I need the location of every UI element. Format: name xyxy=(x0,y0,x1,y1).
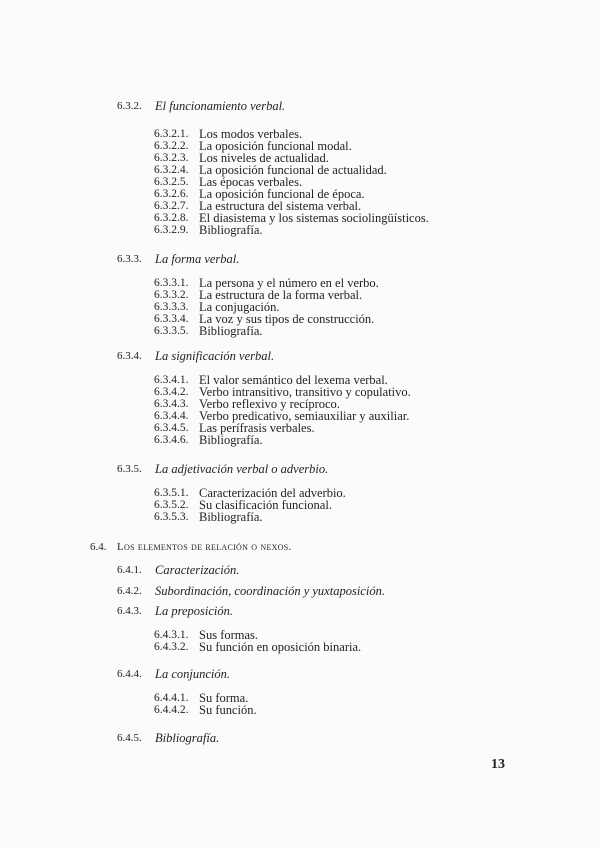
section-title: Subordinación, coordinación y yuxtaposición. xyxy=(155,584,385,598)
section-number: 6.4.2. xyxy=(117,585,142,597)
section-number: 6.3.5. xyxy=(117,463,142,475)
item-number: 6.3.3.1. xyxy=(154,277,189,289)
item-text: La estructura de la forma verbal. xyxy=(199,288,363,302)
item-number: 6.3.2.8. xyxy=(154,212,189,224)
section-title: Bibliografía. xyxy=(155,731,220,745)
item-text: El valor semántico del lexema verbal. xyxy=(199,373,388,387)
section-title: El funcionamiento verbal. xyxy=(155,99,286,113)
chapter-title: Los elementos de relación o nexos. xyxy=(117,541,292,553)
item-text: Las épocas verbales. xyxy=(199,175,303,189)
item-text: La conjugación. xyxy=(199,300,280,314)
item-text: La persona y el número en el verbo. xyxy=(199,276,379,290)
item-number: 6.3.4.6. xyxy=(154,434,189,446)
item-text: Su clasificación funcional. xyxy=(199,498,332,512)
item-text: Su función en oposición binaria. xyxy=(199,640,362,654)
item-number: 6.4.3.2. xyxy=(154,641,189,653)
item-number: 6.4.3.1. xyxy=(154,629,189,641)
item-text: Verbo predicativo, semiauxiliar y auxiliar. xyxy=(199,409,410,423)
item-text: Bibliografía. xyxy=(199,510,263,524)
item-number: 6.3.3.4. xyxy=(154,313,189,325)
item-text: Sus formas. xyxy=(199,628,259,642)
section-title: La adjetivación verbal o adverbio. xyxy=(155,462,329,476)
item-number: 6.3.4.4. xyxy=(154,410,189,422)
item-text: La oposición funcional modal. xyxy=(199,139,352,153)
item-number: 6.3.2.3. xyxy=(154,152,189,164)
item-number: 6.3.5.1. xyxy=(154,487,189,499)
section-title: La significación verbal. xyxy=(155,349,275,363)
item-text: La estructura del sistema verbal. xyxy=(199,199,362,213)
item-number: 6.3.3.3. xyxy=(154,301,189,313)
section-title: La forma verbal. xyxy=(155,252,240,266)
item-number: 6.4.4.1. xyxy=(154,692,189,704)
item-text: Verbo reflexivo y recíproco. xyxy=(199,397,340,411)
item-text: El diasistema y los sistemas sociolingüísticos. xyxy=(199,211,429,225)
section-title: Caracterización. xyxy=(155,563,240,577)
section-title: La conjunción. xyxy=(155,667,230,681)
item-number: 6.3.4.1. xyxy=(154,374,189,386)
item-number: 6.3.2.5. xyxy=(154,176,189,188)
item-number: 6.3.2.6. xyxy=(154,188,189,200)
section-number: 6.3.4. xyxy=(117,350,142,362)
item-text: Verbo intransitivo, transitivo y copulativo. xyxy=(199,385,411,399)
item-number: 6.3.2.7. xyxy=(154,200,189,212)
section-number: 6.4.3. xyxy=(117,605,142,617)
item-number: 6.3.2.2. xyxy=(154,140,189,152)
item-text: Su función. xyxy=(199,703,257,717)
section-title: La preposición. xyxy=(155,604,234,618)
item-text: Bibliografía. xyxy=(199,433,263,447)
chapter-number: 6.4. xyxy=(90,541,107,553)
item-number: 6.3.5.2. xyxy=(154,499,189,511)
item-number: 6.3.5.3. xyxy=(154,511,189,523)
item-text: Los niveles de actualidad. xyxy=(199,151,329,165)
item-number: 6.3.4.2. xyxy=(154,386,189,398)
section-number: 6.3.2. xyxy=(117,100,142,112)
item-number: 6.3.2.9. xyxy=(154,224,189,236)
item-text: La oposición funcional de actualidad. xyxy=(199,163,387,177)
item-text: Su forma. xyxy=(199,691,249,705)
item-number: 6.3.2.1. xyxy=(154,128,189,140)
section-number: 6.4.4. xyxy=(117,668,142,680)
item-text: Bibliografía. xyxy=(199,223,263,237)
section-number: 6.4.5. xyxy=(117,732,142,744)
page-number: 13 xyxy=(491,757,505,772)
item-number: 6.3.2.4. xyxy=(154,164,189,176)
section-number: 6.3.3. xyxy=(117,253,142,265)
item-text: La oposición funcional de época. xyxy=(199,187,365,201)
item-text: Los modos verbales. xyxy=(199,127,303,141)
item-number: 6.3.3.2. xyxy=(154,289,189,301)
item-number: 6.3.3.5. xyxy=(154,325,189,337)
item-text: Las perífrasis verbales. xyxy=(199,421,315,435)
item-number: 6.3.4.3. xyxy=(154,398,189,410)
item-text: Bibliografía. xyxy=(199,324,263,338)
section-number: 6.4.1. xyxy=(117,564,142,576)
item-number: 6.3.4.5. xyxy=(154,422,189,434)
item-text: Caracterización del adverbio. xyxy=(199,486,346,500)
item-number: 6.4.4.2. xyxy=(154,704,189,716)
item-text: La voz y sus tipos de construcción. xyxy=(199,312,375,326)
